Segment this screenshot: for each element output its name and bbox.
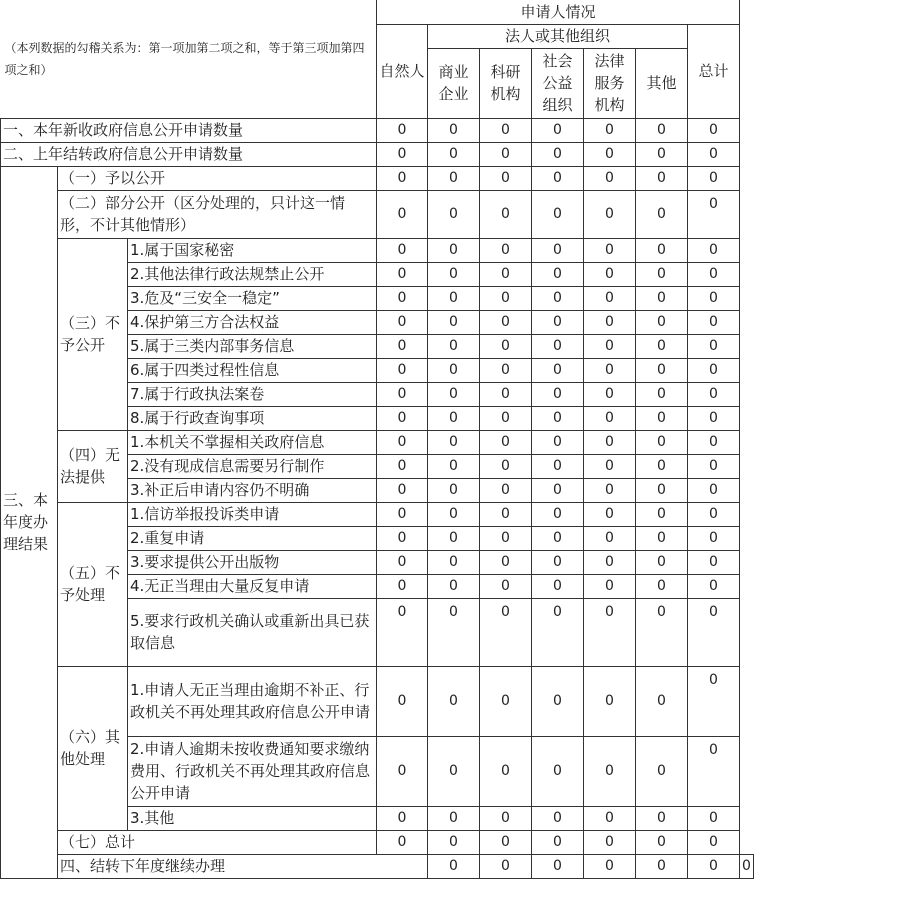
cell-value: 0 xyxy=(532,334,584,358)
cell-value: 0 xyxy=(532,806,584,830)
cell-value: 0 xyxy=(480,286,532,310)
cell-value: 0 xyxy=(532,118,584,142)
cell-value: 0 xyxy=(532,598,584,666)
cell-value: 0 xyxy=(688,574,740,598)
row-label: 3.补正后申请内容仍不明确 xyxy=(128,478,377,502)
cell-value: 0 xyxy=(636,454,688,478)
cell-value: 0 xyxy=(532,238,584,262)
row-label: 2.其他法律行政法规禁止公开 xyxy=(128,262,377,286)
row-label: 1.信访举报投诉类申请 xyxy=(128,502,377,526)
cell-value: 0 xyxy=(480,358,532,382)
cell-value: 0 xyxy=(532,574,584,598)
cell-value: 0 xyxy=(688,526,740,550)
cell-value: 0 xyxy=(428,382,480,406)
cell-value: 0 xyxy=(532,166,584,190)
cell-value: 0 xyxy=(377,454,428,478)
row-label: 3.其他 xyxy=(128,806,377,830)
cell-value: 0 xyxy=(688,262,740,286)
cell-value: 0 xyxy=(636,574,688,598)
cell-value: 0 xyxy=(480,118,532,142)
cell-value: 0 xyxy=(636,830,688,854)
cell-value: 0 xyxy=(480,502,532,526)
cell-value: 0 xyxy=(480,854,532,878)
col-commercial: 商业企业 xyxy=(428,48,480,118)
cell-value: 0 xyxy=(480,334,532,358)
cell-value: 0 xyxy=(584,238,636,262)
cell-value: 0 xyxy=(377,806,428,830)
cell-value: 0 xyxy=(584,454,636,478)
cell-value: 0 xyxy=(584,118,636,142)
cell-value: 0 xyxy=(584,142,636,166)
cell-value: 0 xyxy=(636,334,688,358)
cell-value: 0 xyxy=(428,166,480,190)
cell-value: 0 xyxy=(584,382,636,406)
cell-value: 0 xyxy=(377,166,428,190)
cell-value: 0 xyxy=(636,502,688,526)
cell-value: 0 xyxy=(636,666,688,736)
cell-value: 0 xyxy=(584,526,636,550)
cell-value: 0 xyxy=(480,598,532,666)
cell-value: 0 xyxy=(377,190,428,238)
cell-value: 0 xyxy=(480,382,532,406)
cell-value: 0 xyxy=(636,550,688,574)
cell-value: 0 xyxy=(428,806,480,830)
cell-value: 0 xyxy=(584,598,636,666)
cell-value: 0 xyxy=(636,478,688,502)
cell-value: 0 xyxy=(377,358,428,382)
row-label: 4.保护第三方合法权益 xyxy=(128,310,377,334)
cell-value: 0 xyxy=(688,830,740,854)
note-cell: （本列数据的勾稽关系为：第一项加第二项之和，等于第三项加第四项之和） xyxy=(1,0,377,118)
cell-value: 0 xyxy=(377,550,428,574)
cell-value: 0 xyxy=(480,550,532,574)
cell-value: 0 xyxy=(584,262,636,286)
cell-value: 0 xyxy=(428,454,480,478)
cell-value: 0 xyxy=(584,502,636,526)
cell-value: 0 xyxy=(377,666,428,736)
cell-value: 0 xyxy=(636,238,688,262)
cell-value: 0 xyxy=(377,382,428,406)
cell-value: 0 xyxy=(480,666,532,736)
row-label: 四、结转下年度继续办理 xyxy=(58,854,428,878)
cell-value: 0 xyxy=(532,310,584,334)
cell-value: 0 xyxy=(480,406,532,430)
group-label-not-processed: （五）不予处理 xyxy=(58,502,128,666)
cell-value: 0 xyxy=(377,310,428,334)
legal-and-other-header: 法人或其他组织 xyxy=(428,24,688,48)
cell-value: 0 xyxy=(480,526,532,550)
cell-value: 0 xyxy=(428,550,480,574)
cell-value: 0 xyxy=(584,358,636,382)
cell-value: 0 xyxy=(480,830,532,854)
group-label-not-disclosed: （三）不予公开 xyxy=(58,238,128,430)
cell-value: 0 xyxy=(636,262,688,286)
col-public-welfare: 社会公益组织 xyxy=(532,48,584,118)
cell-value: 0 xyxy=(584,806,636,830)
col-legal-service: 法律服务机构 xyxy=(584,48,636,118)
cell-value: 0 xyxy=(428,238,480,262)
cell-value: 0 xyxy=(532,526,584,550)
col-research: 科研机构 xyxy=(480,48,532,118)
cell-value: 0 xyxy=(428,830,480,854)
cell-value: 0 xyxy=(584,854,636,878)
cell-value: 0 xyxy=(688,334,740,358)
col-other: 其他 xyxy=(636,48,688,118)
cell-value: 0 xyxy=(377,334,428,358)
cell-value: 0 xyxy=(636,166,688,190)
applicant-situation-header: 申请人情况 xyxy=(377,0,740,24)
cell-value: 0 xyxy=(532,358,584,382)
cell-value: 0 xyxy=(377,430,428,454)
cell-value: 0 xyxy=(584,286,636,310)
cell-value: 0 xyxy=(532,666,584,736)
cell-value: 0 xyxy=(636,310,688,334)
cell-value: 0 xyxy=(480,430,532,454)
cell-value: 0 xyxy=(636,430,688,454)
cell-value: 0 xyxy=(532,262,584,286)
row-label: （七）总计 xyxy=(58,830,377,854)
cell-value: 0 xyxy=(428,358,480,382)
cell-value: 0 xyxy=(688,118,740,142)
cell-value: 0 xyxy=(428,406,480,430)
row-label: （一）予以公开 xyxy=(58,166,377,190)
cell-value: 0 xyxy=(688,454,740,478)
cell-value: 0 xyxy=(532,406,584,430)
cell-value: 0 xyxy=(688,550,740,574)
cell-value: 0 xyxy=(688,190,740,238)
cell-value: 0 xyxy=(480,454,532,478)
cell-value: 0 xyxy=(428,262,480,286)
cell-value: 0 xyxy=(480,166,532,190)
cell-value: 0 xyxy=(532,454,584,478)
cell-value: 0 xyxy=(688,382,740,406)
row-label: 3.危及“三安全一稳定” xyxy=(128,286,377,310)
cell-value: 0 xyxy=(584,430,636,454)
cell-value: 0 xyxy=(377,262,428,286)
table-row xyxy=(1,190,754,238)
cell-value: 0 xyxy=(428,190,480,238)
cell-value: 0 xyxy=(377,502,428,526)
cell-value: 0 xyxy=(428,526,480,550)
cell-value: 0 xyxy=(584,334,636,358)
table-row xyxy=(1,830,754,854)
cell-value: 0 xyxy=(480,478,532,502)
cell-value: 0 xyxy=(636,736,688,806)
cell-value: 0 xyxy=(584,478,636,502)
cell-value: 0 xyxy=(377,598,428,666)
row-label: 一、本年新收政府信息公开申请数量 xyxy=(1,118,377,142)
table-row xyxy=(1,166,754,190)
cell-value: 0 xyxy=(740,854,754,878)
cell-value: 0 xyxy=(480,806,532,830)
cell-value: 0 xyxy=(480,574,532,598)
cell-value: 0 xyxy=(428,598,480,666)
cell-value: 0 xyxy=(636,142,688,166)
cell-value: 0 xyxy=(688,806,740,830)
table-row xyxy=(1,502,754,526)
cell-value: 0 xyxy=(377,736,428,806)
cell-value: 0 xyxy=(428,574,480,598)
cell-value: 0 xyxy=(532,190,584,238)
cell-value: 0 xyxy=(584,574,636,598)
cell-value: 0 xyxy=(636,358,688,382)
cell-value: 0 xyxy=(532,382,584,406)
cell-value: 0 xyxy=(688,854,740,878)
cell-value: 0 xyxy=(688,736,740,806)
table-row xyxy=(1,666,754,736)
cell-value: 0 xyxy=(377,142,428,166)
row-label: 2.申请人逾期未按收费通知要求缴纳费用、行政机关不再处理其政府信息公开申请 xyxy=(128,736,377,806)
row-label: 8.属于行政查询事项 xyxy=(128,406,377,430)
group-label-other-processing: （六）其他处理 xyxy=(58,666,128,830)
cell-value: 0 xyxy=(532,736,584,806)
cell-value: 0 xyxy=(636,526,688,550)
cell-value: 0 xyxy=(480,142,532,166)
cell-value: 0 xyxy=(688,430,740,454)
cell-value: 0 xyxy=(688,358,740,382)
cell-value: 0 xyxy=(636,806,688,830)
row-label: （二）部分公开（区分处理的，只计这一情形，不计其他情形） xyxy=(58,190,377,238)
cell-value: 0 xyxy=(377,830,428,854)
cell-value: 0 xyxy=(584,166,636,190)
cell-value: 0 xyxy=(688,310,740,334)
cell-value: 0 xyxy=(428,286,480,310)
row-label: 二、上年结转政府信息公开申请数量 xyxy=(1,142,377,166)
cell-value: 0 xyxy=(532,286,584,310)
cell-value: 0 xyxy=(688,142,740,166)
cell-value: 0 xyxy=(428,666,480,736)
cell-value: 0 xyxy=(636,190,688,238)
group-label-unable-to-provide: （四）无法提供 xyxy=(58,430,128,502)
cell-value: 0 xyxy=(688,666,740,736)
row-label: 3.要求提供公开出版物 xyxy=(128,550,377,574)
cell-value: 0 xyxy=(532,830,584,854)
cell-value: 0 xyxy=(636,406,688,430)
cell-value: 0 xyxy=(636,382,688,406)
table-row xyxy=(1,142,754,166)
group-label-result: 三、本年度办理结果 xyxy=(1,166,58,878)
table-row xyxy=(1,854,754,878)
cell-value: 0 xyxy=(480,262,532,286)
cell-value: 0 xyxy=(636,118,688,142)
cell-value: 0 xyxy=(428,142,480,166)
cell-value: 0 xyxy=(428,334,480,358)
row-label: 2.重复申请 xyxy=(128,526,377,550)
cell-value: 0 xyxy=(480,238,532,262)
cell-value: 0 xyxy=(377,406,428,430)
table-row xyxy=(1,118,754,142)
cell-value: 0 xyxy=(636,598,688,666)
row-label: 5.要求行政机关确认或重新出具已获取信息 xyxy=(128,598,377,666)
cell-value: 0 xyxy=(688,238,740,262)
row-label: 1.属于国家秘密 xyxy=(128,238,377,262)
row-label: 1.申请人无正当理由逾期不补正、行政机关不再处理其政府信息公开申请 xyxy=(128,666,377,736)
cell-value: 0 xyxy=(584,666,636,736)
row-label: 1.本机关不掌握相关政府信息 xyxy=(128,430,377,454)
cell-value: 0 xyxy=(480,190,532,238)
cell-value: 0 xyxy=(428,736,480,806)
cell-value: 0 xyxy=(428,310,480,334)
cell-value: 0 xyxy=(377,526,428,550)
cell-value: 0 xyxy=(428,854,480,878)
cell-value: 0 xyxy=(584,736,636,806)
cell-value: 0 xyxy=(532,854,584,878)
cell-value: 0 xyxy=(688,502,740,526)
cell-value: 0 xyxy=(688,406,740,430)
cell-value: 0 xyxy=(636,854,688,878)
cell-value: 0 xyxy=(428,430,480,454)
row-label: 4.无正当理由大量反复申请 xyxy=(128,574,377,598)
cell-value: 0 xyxy=(377,478,428,502)
cell-value: 0 xyxy=(584,190,636,238)
cell-value: 0 xyxy=(636,286,688,310)
row-label: 6.属于四类过程性信息 xyxy=(128,358,377,382)
table-row xyxy=(1,238,754,262)
cell-value: 0 xyxy=(480,310,532,334)
cell-value: 0 xyxy=(428,502,480,526)
col-total: 总计 xyxy=(688,24,740,118)
cell-value: 0 xyxy=(688,166,740,190)
cell-value: 0 xyxy=(584,310,636,334)
cell-value: 0 xyxy=(532,478,584,502)
cell-value: 0 xyxy=(480,736,532,806)
cell-value: 0 xyxy=(377,286,428,310)
row-label: 5.属于三类内部事务信息 xyxy=(128,334,377,358)
row-label: 2.没有现成信息需要另行制作 xyxy=(128,454,377,478)
cell-value: 0 xyxy=(584,830,636,854)
cell-value: 0 xyxy=(428,478,480,502)
cell-value: 0 xyxy=(377,574,428,598)
cell-value: 0 xyxy=(532,550,584,574)
cell-value: 0 xyxy=(532,142,584,166)
cell-value: 0 xyxy=(584,550,636,574)
cell-value: 0 xyxy=(428,118,480,142)
row-label: 7.属于行政执法案卷 xyxy=(128,382,377,406)
cell-value: 0 xyxy=(532,502,584,526)
table-row xyxy=(1,430,754,454)
col-natural-person: 自然人 xyxy=(377,24,428,118)
cell-value: 0 xyxy=(377,238,428,262)
cell-value: 0 xyxy=(688,286,740,310)
cell-value: 0 xyxy=(377,118,428,142)
cell-value: 0 xyxy=(584,406,636,430)
cell-value: 0 xyxy=(688,598,740,666)
cell-value: 0 xyxy=(688,478,740,502)
cell-value: 0 xyxy=(532,430,584,454)
